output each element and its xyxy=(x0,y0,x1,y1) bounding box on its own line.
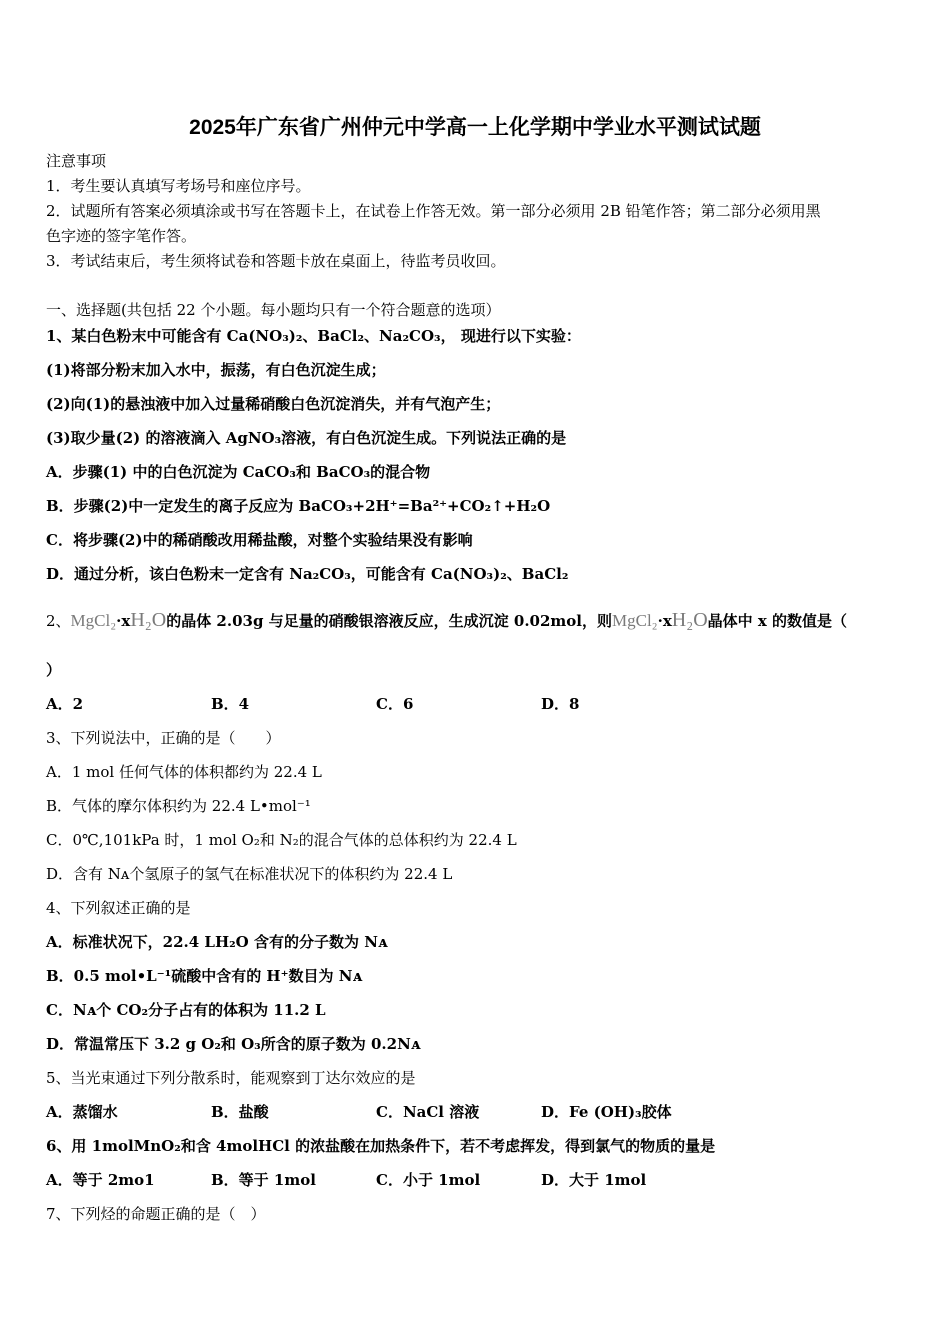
formula-mgcl2: MgCl₂ xyxy=(70,611,117,630)
question-1-option-d: D．通过分析，该白色粉末一定含有 Na₂CO₃，可能含有 Ca(NO₃)₂、BaCl₂ xyxy=(46,565,569,583)
question-2-close: ） xyxy=(46,661,62,679)
note-item: 色字迹的签字笔作答。 xyxy=(46,227,197,245)
note-item: 2．试题所有答案必须填涂或书写在答题卡上，在试卷上作答无效。第一部分必须用 2B 铅笔作答；第二部分必须用黑 xyxy=(46,202,821,220)
formula-h2o: H₂O xyxy=(671,609,708,631)
section-heading: 一、选择题(共包括 22 个小题。每小题均只有一个符合题意的选项） xyxy=(46,301,501,319)
question-2-option-c: C．6 xyxy=(376,695,414,713)
question-4-option-b: B．0.5 mol•L⁻¹硫酸中含有的 H⁺数目为 Nᴀ xyxy=(46,967,363,985)
question-6-option-a: A．等于 2mo1 xyxy=(46,1171,155,1189)
question-6-option-d: D．大于 1mol xyxy=(541,1171,647,1189)
question-1-option-a: A．步骤(1) 中的白色沉淀为 CaCO₃和 BaCO₃的混合物 xyxy=(46,463,431,481)
question-1-option-b: B．步骤(2)中一定发生的离子反应为 BaCO₃+2H⁺=Ba²⁺+CO₂↑+H₂O xyxy=(46,497,551,515)
question-2-option-d: D．8 xyxy=(541,695,580,713)
question-2-text-end: 晶体中 x 的数值是（ xyxy=(707,612,848,630)
question-5-stem: 5、当光束通过下列分散系时，能观察到丁达尔效应的是 xyxy=(46,1069,416,1087)
formula-x: ·x xyxy=(657,612,672,630)
question-6-option-b: B．等于 1mol xyxy=(211,1171,316,1189)
note-item: 3．考试结束后，考生须将试卷和答题卡放在桌面上，待监考员收回。 xyxy=(46,252,506,270)
question-1-step-3: (3)取少量(2) 的溶液滴入 AgNO₃溶液，有白色沉淀生成。下列说法正确的是 xyxy=(46,429,567,447)
page-title: 2025年广东省广州仲元中学高一上化学期中学业水平测试试题 xyxy=(189,116,761,139)
question-4-option-d: D．常温常压下 3.2 g O₂和 O₃所含的原子数为 0.2Nᴀ xyxy=(46,1035,421,1053)
question-1-stem: 1、某白色粉末中可能含有 Ca(NO₃)₂、BaCl₂、Na₂CO₃， 现进行以下实验： xyxy=(46,327,581,345)
formula-mgcl2: MgCl₂ xyxy=(612,611,658,630)
formula-x: ·x xyxy=(116,612,131,630)
question-2-number: 2、 xyxy=(46,612,71,630)
question-5-option-c: C．NaCl 溶液 xyxy=(376,1103,480,1121)
question-4-option-c: C．Nᴀ个 CO₂分子占有的体积为 11.2 L xyxy=(46,1001,326,1019)
question-7-stem: 7、下列烃的命题正确的是（ ） xyxy=(46,1205,266,1223)
question-1-step-1: (1)将部分粉末加入水中，振荡，有白色沉淀生成； xyxy=(46,361,386,379)
question-4-stem: 4、下列叙述正确的是 xyxy=(46,899,191,917)
note-item: 1．考生要认真填写考场号和座位序号。 xyxy=(46,177,311,195)
question-3-stem: 3、下列说法中，正确的是（ ） xyxy=(46,729,281,747)
question-2-option-b: B．4 xyxy=(211,695,250,713)
question-5-option-b: B．盐酸 xyxy=(211,1103,269,1121)
question-5-option-d: D．Fe (OH)₃胶体 xyxy=(541,1103,672,1121)
question-3-option-d: D．含有 Nᴀ个氢原子的氢气在标准状况下的体积约为 22.4 L xyxy=(46,865,453,883)
question-2-stem xyxy=(46,609,847,632)
question-3-option-a: A．1 mol 任何气体的体积都约为 22.4 L xyxy=(46,763,322,781)
question-5-option-a: A．蒸馏水 xyxy=(46,1103,118,1121)
question-6-option-c: C．小于 1mol xyxy=(376,1171,481,1189)
question-2-option-a: A．2 xyxy=(46,695,84,713)
question-1-option-c: C．将步骤(2)中的稀硝酸改用稀盐酸，对整个实验结果没有影响 xyxy=(46,531,473,549)
question-3-option-b: B．气体的摩尔体积约为 22.4 L•mol⁻¹ xyxy=(46,797,311,815)
question-4-option-a: A．标准状况下，22.4 LH₂O 含有的分子数为 Nᴀ xyxy=(46,933,388,951)
question-2-text: 的晶体 2.03g 与足量的硝酸银溶液反应，生成沉淀 0.02mol，则 xyxy=(166,612,612,630)
question-1-step-2: (2)向(1)的悬浊液中加入过量稀硝酸白色沉淀消失，并有气泡产生； xyxy=(46,395,501,413)
formula-h2o: H₂O xyxy=(130,609,167,631)
question-3-option-c: C．0℃,101kPa 时，1 mol O₂和 N₂的混合气体的总体积约为 22.4 L xyxy=(46,831,517,849)
notes-heading: 注意事项 xyxy=(46,152,107,170)
question-6-stem: 6、用 1molMnO₂和含 4molHCl 的浓盐酸在加热条件下，若不考虑挥发，得到氯气的物质的量是 xyxy=(46,1137,716,1155)
